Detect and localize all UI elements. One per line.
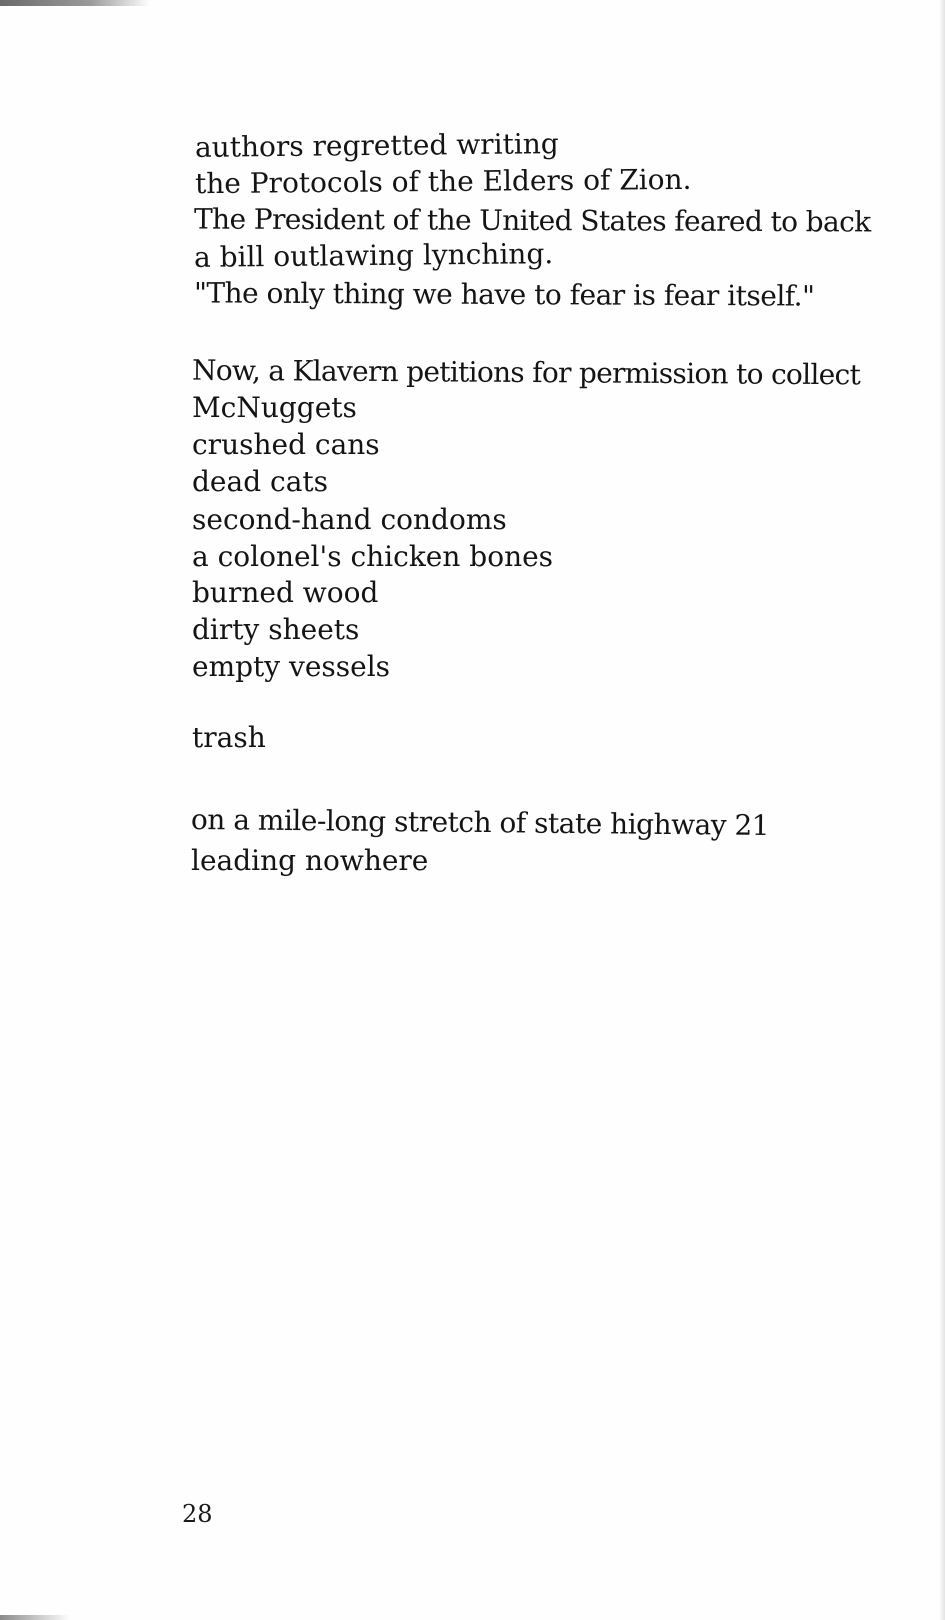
poem-line: McNuggets	[192, 391, 357, 424]
poem-line: second-hand condoms	[192, 503, 507, 536]
poem-line: Now, a Klavern petitions for permission to collect	[191, 353, 861, 392]
poem-line: dead cats	[192, 465, 329, 498]
poem-line: the Protocols of the Elders of Zion.	[194, 162, 692, 201]
poem-line: The President of the United States feared to back	[193, 202, 871, 239]
poem-line: authors regretted writing	[194, 127, 559, 164]
poem-line: dirty sheets	[192, 613, 360, 646]
poem-line: empty vessels	[192, 650, 391, 683]
page-number: 28	[182, 1500, 213, 1528]
poem-line: crushed cans	[192, 428, 380, 461]
poem-line: burned wood	[192, 576, 379, 609]
poem-line: a colonel's chicken bones	[192, 540, 554, 573]
poem-line: on a mile-long stretch of state highway 21	[190, 802, 770, 843]
poem-line: trash	[192, 721, 266, 754]
poem-line: leading nowhere	[191, 844, 429, 877]
poem-line: a bill outlawing lynching.	[193, 237, 554, 274]
poem-line: "The only thing we have to fear is fear itself."	[193, 276, 815, 313]
